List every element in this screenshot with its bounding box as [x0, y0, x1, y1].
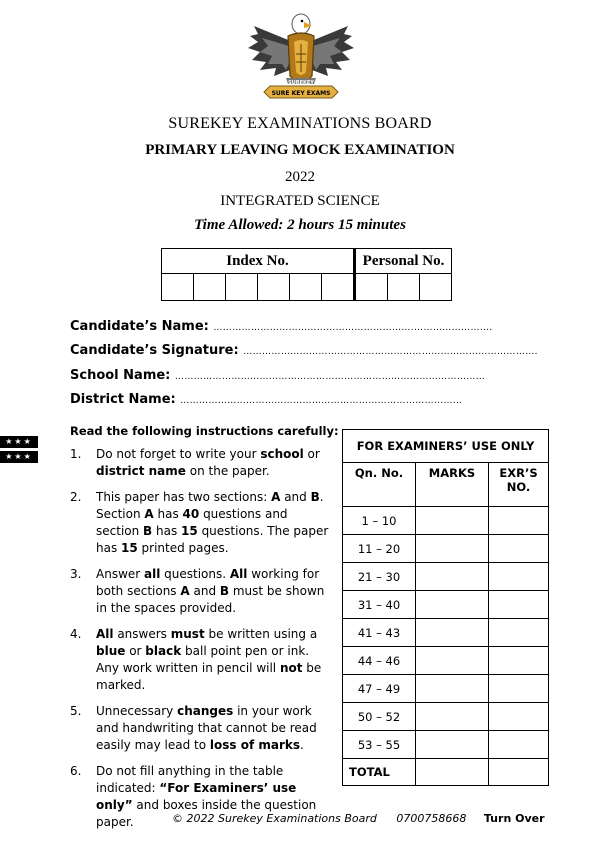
- marks-cell[interactable]: [416, 591, 489, 619]
- index-box[interactable]: [258, 274, 290, 301]
- candidate-name-label: Candidate’s Name:: [70, 319, 209, 334]
- exr-cell[interactable]: [489, 619, 549, 647]
- exam-title: PRIMARY LEAVING MOCK EXAMINATION: [145, 142, 455, 158]
- instructions-list: [70, 446, 332, 840]
- exr-cell[interactable]: [489, 535, 549, 563]
- total-marks-cell[interactable]: [416, 759, 489, 786]
- instruction-item: 3. Answer all questions. All working for both sections A and B must be shown in the spaces provided.: [70, 567, 325, 615]
- qn-range: 1 – 10: [343, 507, 416, 535]
- index-box[interactable]: [194, 274, 226, 301]
- school-name-label: School Name:: [70, 368, 171, 383]
- footer: [172, 812, 545, 825]
- exr-cell[interactable]: [489, 591, 549, 619]
- marks-cell[interactable]: [416, 675, 489, 703]
- candidate-signature-line[interactable]: [70, 343, 538, 358]
- star-row: ★★★: [0, 451, 38, 463]
- stars-decoration: [0, 436, 38, 466]
- exr-cell[interactable]: [489, 507, 549, 535]
- index-box[interactable]: [226, 274, 258, 301]
- candidate-name-line[interactable]: [70, 319, 493, 334]
- subject-title: INTEGRATED SCIENCE: [220, 193, 380, 209]
- index-number-table: [161, 248, 452, 301]
- examiners-table: [342, 429, 549, 786]
- district-name-line[interactable]: [70, 392, 462, 407]
- instruction-item: 2. This paper has two sections: A and B. Section A has 40 questions and section B has 15 questions. The paper has 15 printed pages.: [70, 490, 329, 555]
- marks-cell[interactable]: [416, 731, 489, 759]
- candidate-signature-label: Candidate’s Signature:: [70, 343, 239, 358]
- qn-range: 53 – 55: [343, 731, 416, 759]
- exr-cell[interactable]: [489, 731, 549, 759]
- district-name-label: District Name:: [70, 392, 176, 407]
- index-box[interactable]: [162, 274, 194, 301]
- board-title: SUREKEY EXAMINATIONS BOARD: [168, 115, 432, 132]
- col-exr-no: EXR’S NO.: [489, 463, 549, 507]
- instruction-item: 5. Unnecessary changes in your work and handwriting that cannot be read easily may lead to loss of marks.: [70, 704, 317, 752]
- logo-banner-text: SURE KEY EXAMS: [271, 90, 331, 97]
- exr-cell[interactable]: [489, 675, 549, 703]
- exam-year: 2022: [285, 169, 315, 185]
- school-name-line[interactable]: [70, 368, 485, 383]
- total-label: TOTAL: [343, 759, 416, 786]
- logo-text: SUREKEY: [288, 80, 314, 86]
- instruction-item: 6. Do not fill anything in the table indicated: “For Examiners’ use only” and boxes inside the question paper.: [70, 764, 317, 829]
- index-box[interactable]: [290, 274, 322, 301]
- col-marks: MARKS: [416, 463, 489, 507]
- surekey-eagle-logo: [246, 6, 356, 110]
- qn-range: 31 – 40: [343, 591, 416, 619]
- total-exr-cell[interactable]: [489, 759, 549, 786]
- exr-cell[interactable]: [489, 563, 549, 591]
- phone-number: 0700758668: [396, 812, 467, 825]
- personal-no-label: Personal No.: [355, 249, 452, 274]
- copyright: © 2022 Surekey Examinations Board: [172, 812, 377, 825]
- instructions-title: Read the following instructions carefully:: [70, 424, 339, 438]
- instruction-item: 4. All answers must be written using a blue or black ball point pen or ink. Any work written in pencil will not be marked.: [70, 627, 322, 692]
- qn-range: 50 – 52: [343, 703, 416, 731]
- district-name-dots: ………………………………………………………………………………: [180, 396, 463, 406]
- time-allowed: Time Allowed: 2 hours 15 minutes: [194, 217, 406, 233]
- col-qn-no: Qn. No.: [343, 463, 416, 507]
- candidate-signature-dots: ………………………………………………………………………………….: [243, 347, 538, 357]
- marks-cell[interactable]: [416, 703, 489, 731]
- marks-cell[interactable]: [416, 507, 489, 535]
- marks-cell[interactable]: [416, 535, 489, 563]
- qn-range: 41 – 43: [343, 619, 416, 647]
- qn-range: 11 – 20: [343, 535, 416, 563]
- exr-cell[interactable]: [489, 703, 549, 731]
- index-no-label: Index No.: [162, 249, 355, 274]
- personal-box[interactable]: [355, 274, 388, 301]
- examiners-table-header: FOR EXAMINERS’ USE ONLY: [343, 430, 549, 463]
- qn-range: 47 – 49: [343, 675, 416, 703]
- index-box[interactable]: [322, 274, 355, 301]
- instruction-item: 1. Do not forget to write your school or district name on the paper.: [70, 447, 320, 478]
- exr-cell[interactable]: [489, 647, 549, 675]
- turn-over: Turn Over: [483, 812, 545, 825]
- personal-box[interactable]: [388, 274, 420, 301]
- marks-cell[interactable]: [416, 619, 489, 647]
- star-row: ★★★: [0, 436, 38, 448]
- marks-cell[interactable]: [416, 563, 489, 591]
- personal-box[interactable]: [420, 274, 452, 301]
- marks-cell[interactable]: [416, 647, 489, 675]
- qn-range: 44 – 46: [343, 647, 416, 675]
- school-name-dots: ………………………………………………………………………………………: [174, 372, 486, 382]
- candidate-name-dots: ……………………………………………………….…………………….: [213, 323, 493, 333]
- qn-range: 21 – 30: [343, 563, 416, 591]
